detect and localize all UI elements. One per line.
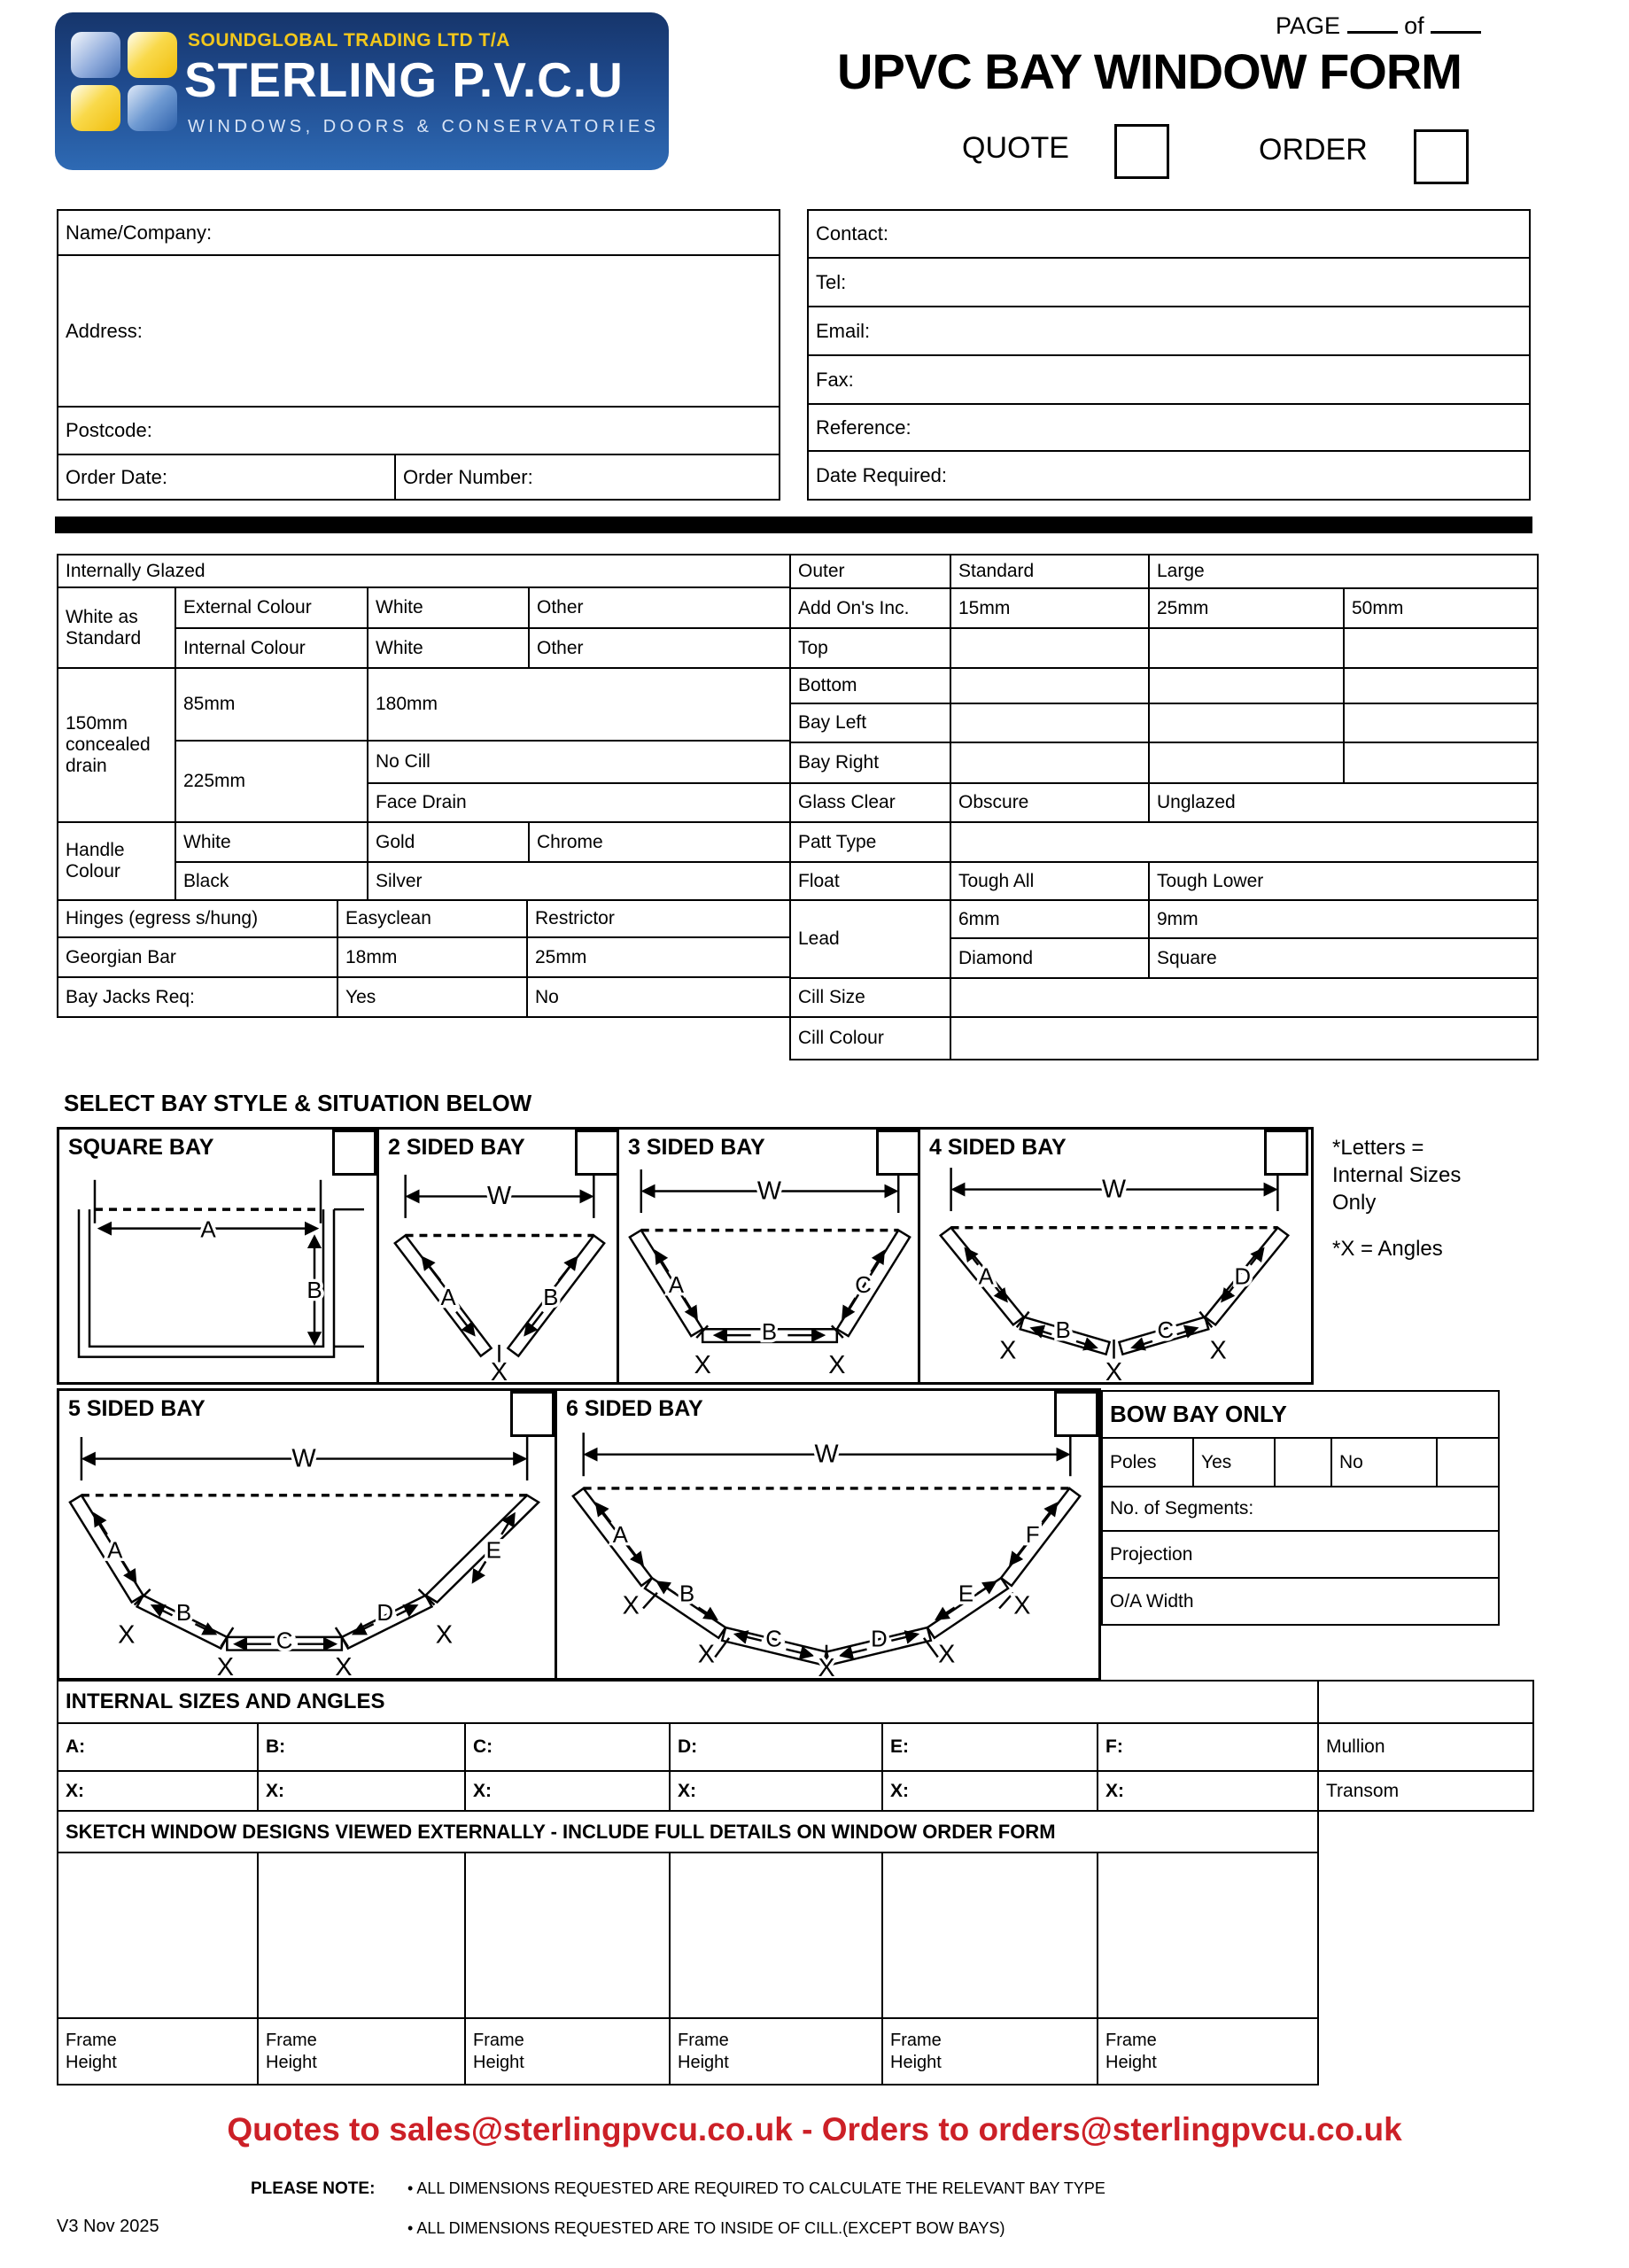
addon-25mm-label: 25mm: [1149, 588, 1344, 628]
reference-field[interactable]: Reference:: [808, 404, 1530, 451]
face-drain-option[interactable]: Face Drain: [368, 783, 792, 822]
cill-225mm-option[interactable]: 225mm: [175, 741, 368, 822]
logo-square-icon: [71, 32, 120, 78]
letters-note-line: Only: [1332, 1191, 1377, 1215]
sketch-cell-2[interactable]: [258, 1852, 465, 2018]
outer-label: Outer: [790, 555, 950, 588]
bow-bay-title: BOW BAY ONLY: [1102, 1391, 1499, 1438]
outer-standard-label: Standard: [950, 555, 1149, 588]
square-bay-dim-b: B: [306, 1278, 322, 1303]
bay-jacks-no-option[interactable]: No: [527, 977, 792, 1017]
six-sided-bay-angle: X: [938, 1640, 956, 1669]
glass-unglazed-option[interactable]: Unglazed: [1149, 783, 1538, 822]
addon-bay-left-15-cell[interactable]: [950, 703, 1149, 742]
addon-top-15-cell[interactable]: [950, 628, 1149, 668]
lead-6mm-option[interactable]: 6mm: [950, 900, 1149, 938]
four-sided-bay-angle: X: [1105, 1358, 1123, 1382]
name-company-field[interactable]: Name/Company:: [58, 210, 780, 255]
date-required-field[interactable]: Date Required:: [808, 451, 1530, 500]
tough-all-option[interactable]: Tough All: [950, 862, 1149, 900]
glass-clear-option[interactable]: Glass Clear: [790, 783, 950, 822]
frame-height-field: Frame Height: [1098, 2018, 1318, 2085]
two-sided-bay-dim-a: A: [440, 1285, 456, 1310]
five-sided-bay-dim-d: D: [376, 1601, 394, 1627]
two-sided-bay-dim-b: B: [543, 1285, 559, 1310]
white-as-standard-label: White as Standard: [58, 587, 175, 668]
cill-180mm-option[interactable]: 180mm: [368, 668, 792, 741]
poles-yes-cell[interactable]: [1275, 1438, 1331, 1487]
sketch-cell-4[interactable]: [670, 1852, 882, 2018]
poles-label: Poles: [1102, 1438, 1193, 1487]
three-sided-bay-dim-c: C: [855, 1273, 872, 1299]
angle-x-field[interactable]: X:: [882, 1771, 1098, 1811]
postcode-field[interactable]: Postcode:: [58, 407, 780, 454]
four-sided-bay-dim-c: C: [1157, 1318, 1175, 1344]
square-bay-lines: [79, 1180, 364, 1357]
addons-label: Add On's Inc.: [790, 588, 950, 628]
form-version: V3 Nov 2025: [57, 2217, 159, 2236]
internal-sizes-corner-cell: [1318, 1681, 1533, 1723]
five-sided-bay-width: W: [291, 1444, 316, 1473]
outer-large-label: Large: [1149, 555, 1538, 588]
five-sided-bay-dim-a: A: [107, 1538, 123, 1564]
external-white-option[interactable]: White: [368, 587, 529, 628]
addon-bottom-label: Bottom: [790, 668, 950, 703]
addon-50mm-label: 50mm: [1344, 588, 1538, 628]
section-divider: [55, 517, 1532, 533]
sketch-heading: SKETCH WINDOW DESIGNS VIEWED EXTERNALLY - INCLUDE FULL DETAILS ON WINDOW ORDER FORM: [58, 1811, 1318, 1852]
four-sided-bay-angle: X: [1209, 1336, 1227, 1365]
frame-height-field: Frame Height: [465, 2018, 670, 2085]
external-other-option[interactable]: Other: [529, 587, 792, 628]
two-sided-bay-angle: X: [490, 1358, 508, 1382]
addon-15mm-label: 15mm: [950, 588, 1149, 628]
frame-height-field: Frame Height: [258, 2018, 465, 2085]
internal-sizes-table: [57, 1680, 1534, 1812]
logo-company-name: STERLING P.V.C.U: [184, 52, 624, 107]
four-sided-bay-angle: X: [999, 1336, 1017, 1365]
page-label: PAGE: [1276, 12, 1341, 39]
addon-top-label: Top: [790, 628, 950, 668]
six-sided-bay-label: 6 SIDED BAY: [566, 1396, 703, 1421]
poles-yes-option[interactable]: Yes: [1193, 1438, 1275, 1487]
three-sided-bay-dim-b: B: [761, 1320, 778, 1345]
bay-jacks-yes-option[interactable]: Yes: [337, 977, 527, 1017]
six-sided-bay-width: W: [814, 1440, 839, 1469]
note-bullet-2: • ALL DIMENSIONS REQUESTED ARE TO INSIDE OF CILL.(EXCEPT BOW BAYS): [407, 2219, 1005, 2238]
georgian-bar-label: Georgian Bar: [58, 937, 337, 977]
logo-strapline: WINDOWS, DOORS & CONSERVATORIES: [188, 117, 660, 136]
three-sided-bay-angle: X: [694, 1351, 711, 1380]
four-sided-bay-label: 4 SIDED BAY: [929, 1135, 1067, 1160]
six-sided-bay-dim-c: C: [765, 1627, 782, 1652]
external-colour-label: External Colour: [175, 587, 368, 628]
glass-obscure-option[interactable]: Obscure: [950, 783, 1149, 822]
order-date-field[interactable]: Order Date:: [58, 454, 395, 500]
poles-no-cell[interactable]: [1437, 1438, 1499, 1487]
georgian-25mm-option[interactable]: 25mm: [527, 937, 792, 977]
two-sided-bay-checkbox[interactable]: [575, 1130, 619, 1176]
four-sided-bay-dim-d: D: [1234, 1264, 1252, 1290]
letters-note-line: *Letters =: [1332, 1136, 1424, 1160]
six-sided-bay-dim-a: A: [612, 1522, 628, 1548]
form-title: UPVC BAY WINDOW FORM: [837, 43, 1462, 99]
square-bay-label: SQUARE BAY: [68, 1135, 214, 1160]
square-bay-diagram: [59, 1130, 376, 1382]
segments-field[interactable]: No. of Segments:: [1102, 1487, 1499, 1531]
sketch-cell-3[interactable]: [465, 1852, 670, 2018]
size-c-field[interactable]: C:: [465, 1723, 670, 1771]
four-sided-bay-dim-b: B: [1055, 1318, 1071, 1344]
quote-label: QUOTE: [962, 131, 1069, 165]
six-sided-bay-cell: [555, 1391, 1098, 1678]
four-sided-bay-cell: [918, 1130, 1308, 1382]
internal-colour-label: Internal Colour: [175, 628, 368, 668]
patt-type-field[interactable]: [950, 822, 1538, 862]
contact-emails-line: Quotes to sales@sterlingpvcu.co.uk - Orders to orders@sterlingpvcu.co.uk: [227, 2111, 1402, 2148]
bay-style-row-1: [57, 1127, 1314, 1385]
oa-width-field[interactable]: O/A Width: [1102, 1578, 1499, 1625]
sketch-cell-6[interactable]: [1098, 1852, 1318, 2018]
restrictor-option[interactable]: Restrictor: [527, 900, 792, 937]
five-sided-bay-angle: X: [118, 1620, 136, 1650]
three-sided-bay-diagram: [619, 1130, 920, 1382]
size-a-field[interactable]: A:: [58, 1723, 258, 1771]
cill-size-label: Cill Size: [790, 978, 950, 1017]
size-d-field[interactable]: D:: [670, 1723, 882, 1771]
addon-bottom-25-cell[interactable]: [1149, 668, 1344, 703]
no-cill-option[interactable]: No Cill: [368, 741, 792, 783]
square-bay-cell: [59, 1130, 376, 1382]
size-e-field[interactable]: E:: [882, 1723, 1098, 1771]
six-sided-bay-angle: X: [818, 1654, 835, 1678]
four-sided-bay-checkbox[interactable]: [1264, 1130, 1308, 1176]
six-sided-bay-dim-b: B: [679, 1581, 695, 1607]
cill-85mm-option[interactable]: 85mm: [175, 668, 368, 741]
five-sided-bay-label: 5 SIDED BAY: [68, 1396, 206, 1421]
six-sided-bay-angle: X: [622, 1591, 640, 1620]
five-sided-bay-angle: X: [435, 1620, 454, 1650]
letters-note: [1332, 1134, 1461, 1216]
addon-bay-right-25-cell[interactable]: [1149, 742, 1344, 783]
two-sided-bay-cell: [376, 1130, 619, 1382]
contact-field[interactable]: Contact:: [808, 210, 1530, 258]
bay-style-row-2: [57, 1388, 1101, 1681]
six-sided-bay-dim-f: F: [1025, 1522, 1040, 1548]
five-sided-bay-dim-c: C: [275, 1628, 293, 1654]
logo-tagline: SOUNDGLOBAL TRADING LTD T/A: [188, 30, 510, 50]
hinges-label: Hinges (egress s/hung): [58, 900, 337, 937]
addon-bay-right-label: Bay Right: [790, 742, 950, 783]
order-label: ORDER: [1259, 133, 1368, 167]
sketch-table: [57, 1810, 1319, 2085]
cill-size-field[interactable]: [950, 978, 1538, 1017]
contact-details-table: [807, 209, 1531, 501]
address-field[interactable]: Address:: [58, 255, 780, 407]
two-sided-bay-width: W: [486, 1182, 512, 1211]
three-sided-bay-width: W: [756, 1177, 782, 1206]
order-number-field[interactable]: Order Number:: [395, 454, 780, 500]
poles-no-option[interactable]: No: [1331, 1438, 1437, 1487]
handle-chrome-option[interactable]: Chrome: [529, 822, 792, 862]
three-sided-bay-angle: X: [828, 1351, 846, 1380]
five-sided-bay-dim-b: B: [175, 1601, 192, 1627]
angle-x-field[interactable]: X:: [670, 1771, 882, 1811]
size-b-field[interactable]: B:: [258, 1723, 465, 1771]
internally-glazed-label: Internally Glazed: [58, 555, 792, 587]
addon-bottom-50-cell[interactable]: [1344, 668, 1538, 703]
five-sided-bay-dim-e: E: [485, 1538, 501, 1564]
email-field[interactable]: Email:: [808, 307, 1530, 355]
lead-diamond-option[interactable]: Diamond: [950, 938, 1149, 978]
frame-height-field: Frame Height: [670, 2018, 882, 2085]
five-sided-bay-angle: X: [335, 1653, 353, 1678]
five-sided-bay-angle: X: [216, 1653, 234, 1678]
georgian-18mm-option[interactable]: 18mm: [337, 937, 527, 977]
internal-sizes-heading: INTERNAL SIZES AND ANGLES: [58, 1681, 1318, 1723]
six-sided-bay-angle: X: [1013, 1591, 1031, 1620]
company-logo: [55, 12, 669, 170]
frame-height-field: Frame Height: [882, 2018, 1098, 2085]
three-sided-bay-cell: [617, 1130, 920, 1382]
four-sided-bay-diagram: [920, 1130, 1308, 1382]
frame-height-field: Frame Height: [58, 2018, 258, 2085]
handle-silver-option[interactable]: Silver: [368, 862, 792, 900]
glass-float-option[interactable]: Float: [790, 862, 950, 900]
six-sided-bay-checkbox[interactable]: [1054, 1391, 1098, 1437]
handle-colour-label: Handle Colour: [58, 822, 175, 900]
sketch-cell-5[interactable]: [882, 1852, 1098, 2018]
three-sided-bay-label: 3 SIDED BAY: [628, 1135, 765, 1160]
customer-details-table: [57, 209, 780, 501]
five-sided-bay-cell: [59, 1391, 555, 1678]
logo-squares-icon: [71, 32, 178, 132]
lead-square-option[interactable]: Square: [1149, 938, 1538, 978]
six-sided-bay-diagram: [557, 1391, 1098, 1678]
logo-square-icon: [128, 32, 177, 78]
addon-top-50-cell[interactable]: [1344, 628, 1538, 668]
internal-other-option[interactable]: Other: [529, 628, 792, 668]
handle-gold-option[interactable]: Gold: [368, 822, 529, 862]
addon-bay-right-15-cell[interactable]: [950, 742, 1149, 783]
handle-white-option[interactable]: White: [175, 822, 368, 862]
five-sided-bay-checkbox[interactable]: [510, 1391, 555, 1437]
concealed-drain-label: 150mm concealed drain: [58, 668, 175, 822]
three-sided-bay-dim-a: A: [668, 1273, 685, 1299]
three-sided-bay-checkbox[interactable]: [876, 1130, 920, 1176]
hardware-options-table: [57, 899, 793, 1018]
please-note-label: PLEASE NOTE:: [251, 2179, 376, 2198]
mullion-field[interactable]: Mullion: [1318, 1723, 1533, 1771]
bow-bay-table: [1101, 1390, 1500, 1626]
internal-white-option[interactable]: White: [368, 628, 529, 668]
page-number-line: [1276, 12, 1481, 40]
page-number-blank[interactable]: [1347, 13, 1398, 34]
size-f-field[interactable]: F:: [1098, 1723, 1318, 1771]
logo-square-icon: [71, 85, 120, 131]
patt-type-label: Patt Type: [790, 822, 950, 862]
six-sided-bay-angle: X: [697, 1640, 715, 1669]
cill-colour-field[interactable]: [950, 1017, 1538, 1060]
five-sided-bay-diagram: [59, 1391, 555, 1678]
page-total-blank[interactable]: [1431, 13, 1481, 34]
of-label: of: [1404, 12, 1424, 39]
angle-x-field[interactable]: X:: [258, 1771, 465, 1811]
bay-style-heading: SELECT BAY STYLE & SITUATION BELOW: [64, 1090, 532, 1116]
addon-top-25-cell[interactable]: [1149, 628, 1344, 668]
transom-field[interactable]: Transom: [1318, 1771, 1533, 1811]
easyclean-option[interactable]: Easyclean: [337, 900, 527, 937]
glazing-options-table: [57, 554, 793, 901]
addon-bay-right-50-cell[interactable]: [1344, 742, 1538, 783]
lead-label: Lead: [790, 900, 950, 978]
six-sided-bay-dim-e: E: [958, 1581, 974, 1607]
bay-jacks-label: Bay Jacks Req:: [58, 977, 337, 1017]
note-bullet-1: • ALL DIMENSIONS REQUESTED ARE REQUIRED TO CALCULATE THE RELEVANT BAY TYPE: [407, 2179, 1105, 2198]
four-sided-bay-width: W: [1101, 1175, 1127, 1204]
cill-colour-label: Cill Colour: [790, 1017, 950, 1060]
angles-note: *X = Angles: [1332, 1237, 1443, 1261]
logo-square-icon: [128, 85, 177, 131]
angle-x-field[interactable]: X:: [465, 1771, 670, 1811]
two-sided-bay-label: 2 SIDED BAY: [388, 1135, 525, 1160]
order-checkbox[interactable]: [1414, 129, 1469, 184]
projection-field[interactable]: Projection: [1102, 1531, 1499, 1578]
outer-addons-table: [789, 554, 1539, 1060]
addon-bay-left-25-cell[interactable]: [1149, 703, 1344, 742]
angle-x-field[interactable]: X:: [1098, 1771, 1318, 1811]
four-sided-bay-dim-a: A: [978, 1264, 994, 1290]
square-bay-checkbox[interactable]: [332, 1130, 376, 1176]
tel-field[interactable]: Tel:: [808, 258, 1530, 307]
fax-field[interactable]: Fax:: [808, 355, 1530, 404]
addon-bay-left-label: Bay Left: [790, 703, 950, 742]
angle-x-field[interactable]: X:: [58, 1771, 258, 1811]
square-bay-dim-a: A: [200, 1217, 216, 1243]
handle-black-option[interactable]: Black: [175, 862, 368, 900]
letters-note-line: Internal Sizes: [1332, 1163, 1462, 1187]
quote-checkbox[interactable]: [1114, 124, 1169, 179]
six-sided-bay-dim-d: D: [871, 1627, 888, 1652]
tough-lower-option[interactable]: Tough Lower: [1149, 862, 1538, 900]
lead-9mm-option[interactable]: 9mm: [1149, 900, 1538, 938]
addon-bay-left-50-cell[interactable]: [1344, 703, 1538, 742]
sketch-cell-1[interactable]: [58, 1852, 258, 2018]
addon-bottom-15-cell[interactable]: [950, 668, 1149, 703]
